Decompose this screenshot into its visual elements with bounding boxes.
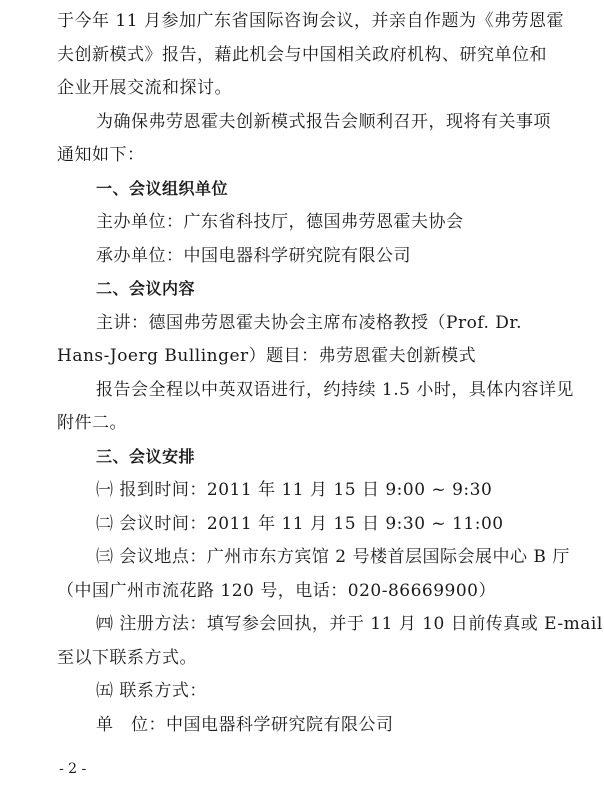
body-line: 通知如下： bbox=[57, 145, 145, 165]
body-line: ㈠ 报到时间：2011 年 11 月 15 日 9:00 ~ 9:30 bbox=[96, 480, 493, 500]
page-number: - 2 - bbox=[59, 761, 87, 777]
body-line: ㈤ 联系方式： bbox=[96, 681, 207, 701]
body-line: 主讲：德国弗劳恩霍夫协会主席布凌格教授（Prof. Dr. bbox=[96, 313, 523, 333]
body-line: 企业开展交流和探讨。 bbox=[57, 78, 232, 98]
body-line: 为确保弗劳恩霍夫创新模式报告会顺利召开，现将有关事项 bbox=[96, 112, 551, 132]
body-line: 报告会全程以中英双语进行，约持续 1.5 小时，具体内容详见 bbox=[96, 380, 574, 400]
section-heading: 三、会议安排 bbox=[96, 447, 196, 466]
body-line: ㈣ 注册方法：填写参会回执，并于 11 月 10 日前传真或 E-mail bbox=[96, 614, 603, 634]
body-line: 夫创新模式》报告，藉此机会与中国相关政府机构、研究单位和 bbox=[57, 45, 547, 65]
body-line: 附件二。 bbox=[57, 413, 127, 433]
body-line: （中国广州市流花路 120 号，电话：020-86669900） bbox=[57, 581, 496, 601]
body-line: 主办单位：广东省科技厅，德国弗劳恩霍夫协会 bbox=[96, 212, 464, 232]
section-heading: 二、会议内容 bbox=[96, 279, 196, 298]
body-line: ㈢ 会议地点：广州市东方宾馆 2 号楼首层国际会展中心 B 厅 bbox=[96, 547, 570, 567]
body-line: 承办单位：中国电器科学研究院有限公司 bbox=[96, 246, 411, 266]
body-line: ㈡ 会议时间：2011 年 11 月 15 日 9:30 ~ 11:00 bbox=[96, 514, 504, 534]
body-line: 单 位：中国电器科学研究院有限公司 bbox=[96, 715, 394, 735]
body-line: Hans-Joerg Bullinger）题目：弗劳恩霍夫创新模式 bbox=[57, 346, 477, 366]
body-line: 至以下联系方式。 bbox=[57, 648, 197, 668]
body-line: 于今年 11 月参加广东省国际咨询会议，并亲自作题为《弗劳恩霍 bbox=[57, 11, 564, 31]
section-heading: 一、会议组织单位 bbox=[96, 179, 229, 198]
